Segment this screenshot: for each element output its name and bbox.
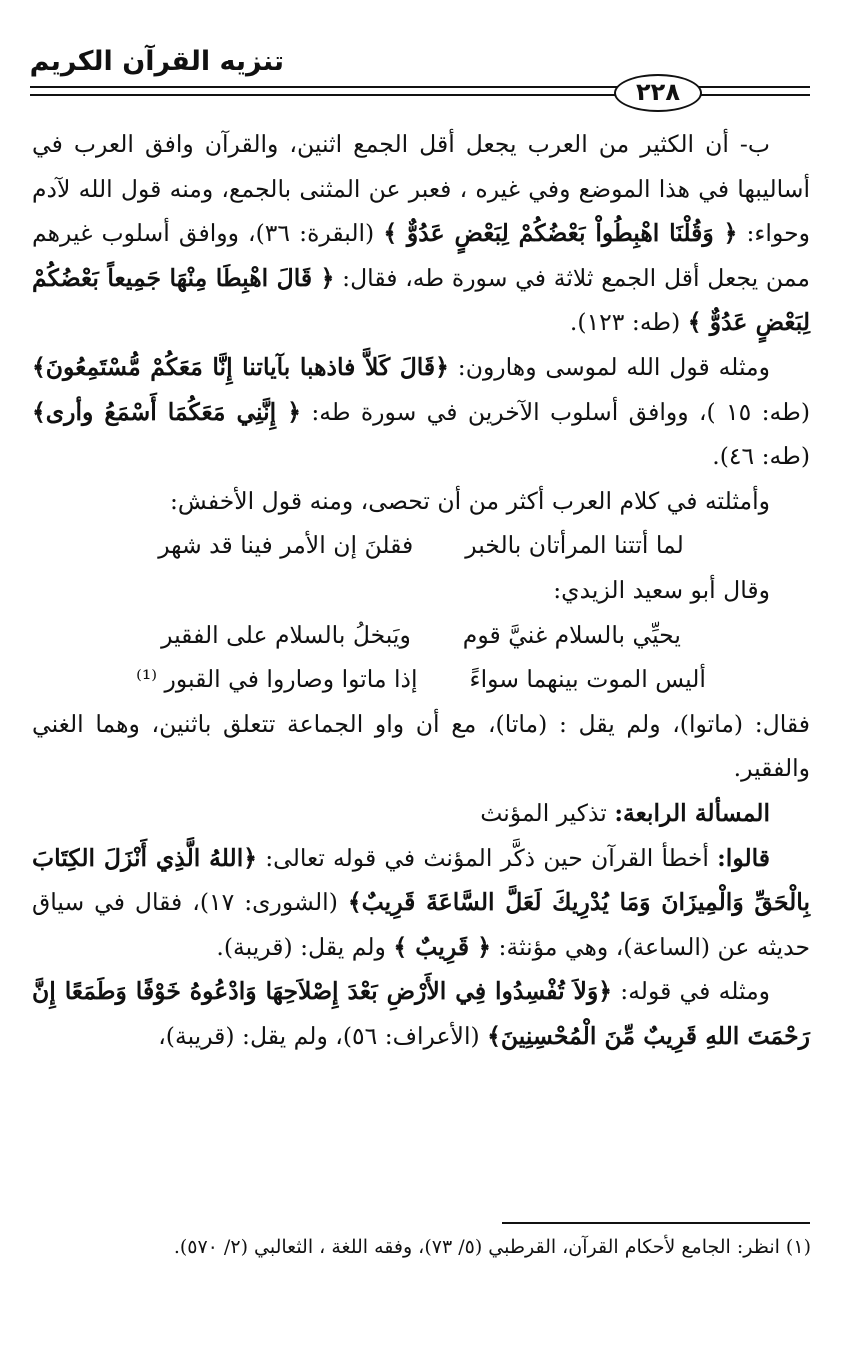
footnote-separator [502,1222,810,1224]
text: (البقرة: ٣٦)، ووافق أسلوب غيرهم ممن يجعل أقل الجمع ثلاثة في سورة طه، فقال: [32,219,810,292]
paragraph-2 [32,345,810,479]
footnote: (١) انظر: الجامع لأحكام القرآن، القرطبي (٥/ ٧٣)، وفقه اللغة ، الثعالبي (٢/ ٥٧٠). [173,1236,811,1258]
quran-quote: ﴿ إِنَّنِي مَعَكُمَا أَسْمَعُ وأرى﴾ [32,397,301,426]
poem-verse-3 [32,657,810,702]
issue-title: تذكير المؤنث [480,798,615,827]
issue-heading [32,791,810,836]
verse-hemistich-second: إذا ماتوا وصاروا في القبور ⁽¹⁾ [136,665,418,694]
text: ومثله قول الله لموسى وهارون: [448,352,770,381]
text: (الشورى: ١٧)، فقال في سياق حديثه عن (الساعة)، وهي مؤنثة: [32,888,810,961]
text: ب- أن الكثير من العرب يجعل أقل الجمع اثنين، والقرآن وافق العرب في أساليبها في هذا الموضع وفي غيره ، فعبر عن المثنى بالجمع، ومنه قول الله لآدم وحواء: [32,130,810,248]
verse-hemistich-first: لما أتتنا المرأتان بالخبر [465,531,684,560]
quran-quote: ﴿اللهُ الَّذِي أَنْزَلَ الكِتَابَ بِالْحَقِّ وَالْمِيزَانَ وَمَا يُدْرِيكَ لَعَلَّ السَّاعَةَ قَرِيبٌ﴾ [32,843,810,917]
main-text [32,122,810,1058]
text: أخطأ القرآن حين ذكَّر المؤنث في قوله تعالى: [257,843,718,872]
paragraph-7 [32,969,810,1058]
quran-quote: ﴿وَلاَ تُفْسِدُوا فِي الأَرْضِ بَعْدَ إِصْلاَحِهَا وَادْعُوهُ خَوْفًا وَطَمَعًا إِنَّ رَحْمَتَ اللهِ قَرِيبٌ مِّنَ الْمُحْسِنِينَ﴾ [32,977,810,1050]
paragraph-6 [32,836,810,970]
text: (طه: ٤٦). [712,442,810,471]
verse-hemistich-first: أليس الموت بينهما سواءً [469,665,706,694]
quran-quote: ﴿ قَالَ اهْبِطَا مِنْهَا جَمِيعاً بَعْضُكُمْ لِبَعْضٍ عَدُوٌّ ﴾ [32,263,810,337]
text: (الأعراف: ٥٦)، ولم يقل: (قريبة)، [158,1021,488,1050]
quran-quote: ﴿ وَقُلْنَا اهْبِطُواْ بَعْضُكُمْ لِبَعْضٍ عَدُوٌّ ﴾ [383,219,738,248]
text: (طه: ١٥ )، ووافق أسلوب الآخرين في سورة طه: [301,397,810,426]
paragraph-1 [32,122,810,345]
issue-label: المسألة الرابعة: [614,798,770,827]
paragraph-4: وقال أبو سعيد الزيدي: [553,575,770,604]
text: (طه: ١٢٣). [569,308,688,337]
page-number: ٢٢٨ [614,74,702,112]
poem-verse-1 [32,523,810,568]
paragraph-5: فقال: (ماتوا)، ولم يقل : (ماتا)، مع أن واو الجماعة تتعلق باثنين، وهما الغني والفقير. [32,709,810,783]
poem-verse-2 [32,613,810,658]
verse-hemistich-first: يحيِّي بالسلام غنيَّ قوم [462,620,681,649]
running-title: تنزيه القرآن الكريم [29,46,284,77]
lead-word: قالوا: [717,843,771,872]
quran-quote: ﴿ قَرِيبٌ ﴾ [393,932,492,961]
paragraph-3: وأمثلته في كلام العرب أكثر من أن تحصى، ومنه قول الأخفش: [169,486,770,515]
text: ومثله في قوله: [612,977,770,1006]
text: ولم يقل: (قريبة). [216,932,394,961]
verse-hemistich-second: فقلنَ إن الأمر فينا قد شهر [158,531,414,560]
quran-quote: ﴿قَالَ كَلاَّ فاذهبا بآياتنا إِنَّا مَعَكُمْ مُّسْتَمِعُونَ﴾ [32,352,449,381]
verse-hemistich-second: ويَبخلُ بالسلام على الفقير [161,620,411,649]
